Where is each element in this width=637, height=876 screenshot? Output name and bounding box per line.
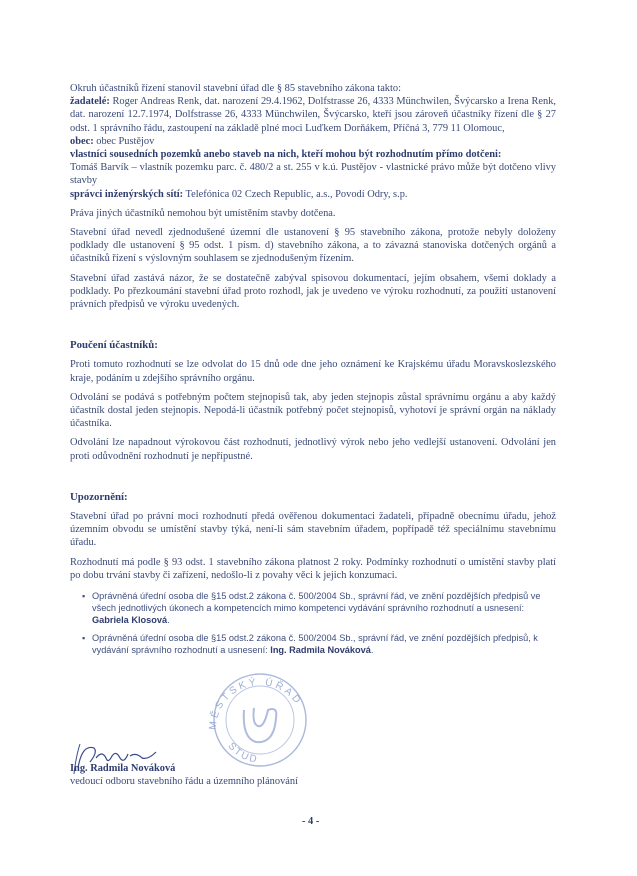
authorized-persons-list — [70, 590, 556, 656]
neighbours-label: vlastníci sousedních pozemků anebo staveb na nich, kteří mohou být rozhodnutím přímo dotčeni: — [70, 149, 502, 161]
municipality-paragraph — [70, 135, 556, 148]
utilities-paragraph — [70, 188, 556, 201]
instructions-heading: Poučení účastníků: — [70, 339, 158, 352]
list-item-end: . — [370, 645, 374, 656]
municipality-label: obec: — [70, 135, 94, 147]
document-body — [70, 82, 556, 662]
list-item-text: Oprávněná úřední osoba dle §15 odst.2 zákona č. 500/2004 Sb., správní řád, ve znění pozdějších předpisů ve všech jednotlivých úkonech a kompetencích mimo kompetenci vydávání správního rozhodnutí a usnesení: — [92, 591, 541, 614]
list-item-text: Oprávněná úřední osoba dle §15 odst.2 zákona č. 500/2004 Sb., správní řád, ve znění pozdějších předpisů, k vydávání správního rozhodnutí a usnesení: — [92, 633, 538, 656]
official-stamp-icon — [198, 668, 318, 768]
applicants-paragraph — [70, 95, 556, 135]
list-item-name: Gabriela Klosová — [92, 615, 168, 626]
list-item-name: Ing. Radmila Nováková — [270, 645, 371, 656]
utilities-text: Telefónica 02 Czech Republic, a.s., Povodí Odry, s.p. — [183, 188, 408, 200]
simplified-procedure-paragraph: Stavební úřad nevedl zjednodušené územní dle ustanovení § 95 stavebního zákona, protože nebyly doloženy podklady dle ustanovení § 95 odst. 1 písm. d) stavebního zákona, a to závazná stanoviska dotčených orgánů a účastníků řízení s výslovným souhlasem se zjednodušeným řízením. — [70, 227, 556, 265]
municipality-text: obec Pustějov — [93, 135, 155, 147]
bullet-icon: ▪ — [82, 633, 86, 644]
applicants-text: Roger Andreas Renk, dat. narození 29.4.1962, Dolfstrasse 26, 4333 Münchwilen, Švýcarsko a Irena Renk, dat. narození 12.7.1974, Dolfstrasse 26, 4333 Münchwilen, Švýcarsko, kteří jsou zároveň účastníky řízení dle § 27 odst. 1 správního řádu, zastoupení na základě plné moci Luďkem Dorňákem, Příčná 3, 779 11 Olomouc, — [70, 96, 556, 134]
instructions-p1: Proti tomuto rozhodnutí se lze odvolat do 15 dnů ode dne jeho oznámení ke Krajskému úřadu Moravskoslezského kraje, podáním u zdejšího správního orgánu. — [70, 359, 556, 384]
signature-block — [70, 762, 298, 788]
notice-heading: Upozornění: — [70, 490, 128, 503]
stamp-text-top: MĚSTSKÝ ÚŘAD — [207, 676, 305, 731]
instructions-p3: Odvolání lze napadnout výrokovou část rozhodnutí, jednotlivý výrok nebo jeho vedlejší ustanovení. Odvolání jen proti odůvodnění rozhodnutí je nepřípustné. — [70, 437, 556, 462]
list-item-end: . — [167, 615, 170, 626]
applicants-label: žadatelé: — [70, 96, 110, 108]
utilities-label: správci inženýrských sítí: — [70, 188, 184, 200]
instructions-p2: Odvolání se podává s potřebným počtem stejnopisů tak, aby jeden stejnopis zůstal správnímu orgánu a aby každý účastník dostal jeden stejnopis. Nepodá-li účastník potřebný počet stejnopisů, vyhotoví je správní orgán na náklady účastníka. — [70, 391, 556, 430]
bullet-icon: ▪ — [82, 591, 86, 602]
notice-p1: Stavební úřad po právní moci rozhodnutí předá ověřenou dokumentaci žadateli, případně obecnímu úřadu, jehož územním obvodu se umístění stavby týká, není-li sám stavebním úřadem, popřípadě též speciálnímu stavebnímu úřadu. — [70, 511, 556, 549]
list-item — [82, 590, 556, 626]
signatory-role: vedoucí odboru stavebního řádu a územního plánování — [70, 776, 298, 787]
stamp-text-bottom: STUD — [225, 740, 260, 766]
signatory-name: Ing. Radmila Nováková — [70, 763, 176, 774]
rights-paragraph: Práva jiných účastníků nemohou být umístěním stavby dotčena. — [70, 207, 336, 219]
neighbours-text: Tomáš Barvík – vlastník pozemku parc. č. 480/2 a st. 255 v k.ú. Pustějov - vlastnické právo může být dotčeno vlivy stavby — [70, 162, 556, 187]
office-opinion-paragraph: Stavební úřad zastává názor, že se dostatečně zabýval spisovou dokumentací, jejím obsahem, všemi doklady a podklady. Po přezkoumání stavební úřad proto rozhodl, jak je uvedeno ve výroku rozhodnutí, za použití ustanovení právních předpisů ve výroku uvedených. — [70, 272, 556, 311]
notice-p2: Rozhodnutí má podle § 93 odst. 1 stavebního zákona platnost 2 roky. Podmínky rozhodnutí o umístění stavby platí po dobu trvání stavby či zařízení, nedošlo-li z povahy věci k jejich konzumaci. — [70, 556, 556, 581]
page-number-footer: - 4 - — [302, 816, 320, 827]
list-item — [82, 632, 556, 656]
participants-intro: Okruh účastníků řízení stanovil stavební úřad dle § 85 stavebního zákona takto: — [70, 83, 401, 94]
